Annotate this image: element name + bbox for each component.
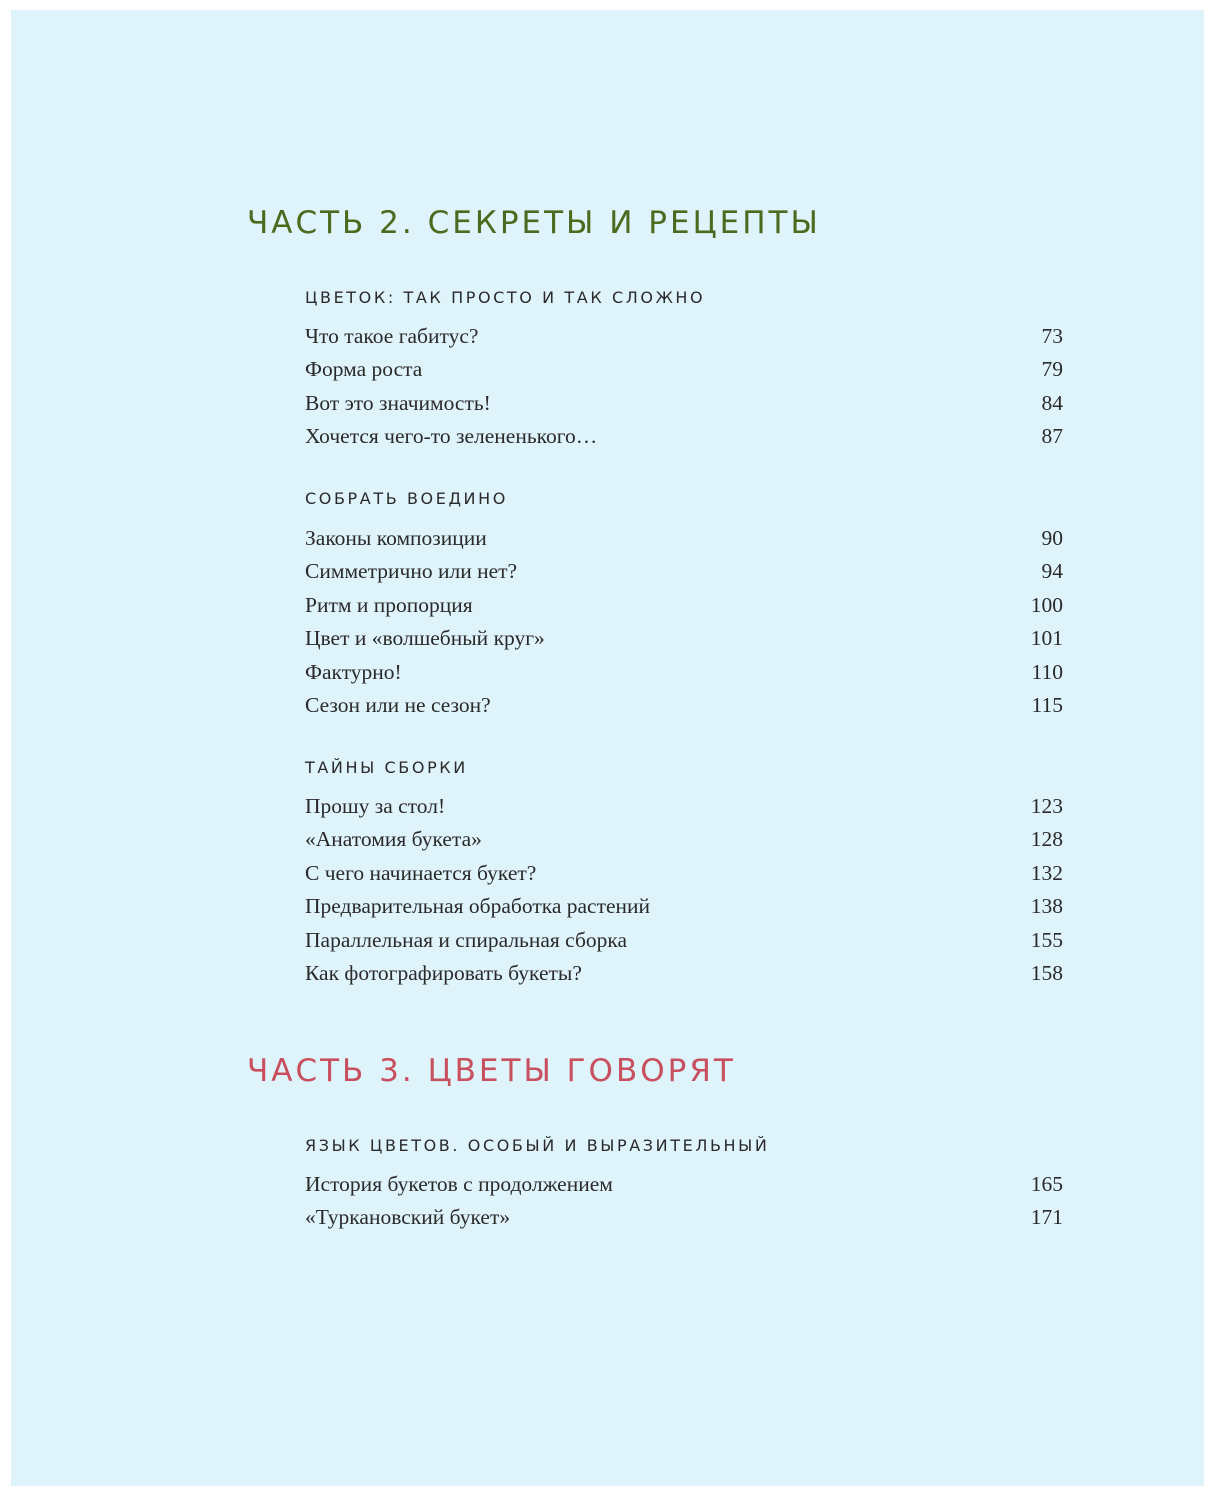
toc-entry[interactable] [305, 890, 1063, 923]
toc-entry-title: Симметрично или нет? [305, 559, 518, 584]
toc-entry-title: Цвет и «волшебный круг» [305, 626, 545, 651]
toc-entry-title: Предварительная обработка растений [305, 894, 651, 919]
section-title-assemble: СОБРАТЬ ВОЕДИНО [305, 489, 508, 508]
toc-entry-title: Законы композиции [305, 526, 487, 550]
section-title-secrets: ТАЙНЫ СБОРКИ [305, 758, 468, 777]
toc-entry-page: 138 [1030, 894, 1063, 919]
toc-entry-page: 128 [1030, 827, 1063, 852]
part-3-title: ЧАСТЬ 3. ЦВЕТЫ ГОВОРЯТ [247, 1053, 736, 1089]
toc-list-language [305, 1168, 1063, 1235]
toc-entry-page: 94 [1041, 559, 1063, 584]
toc-entry-page: 73 [1041, 324, 1063, 348]
toc-entry-page: 132 [1030, 860, 1063, 885]
toc-entry-title: Что такое габитус? [305, 324, 479, 348]
toc-entry-title: Вот это значимость! [305, 390, 491, 415]
toc-entry[interactable] [305, 1201, 1063, 1234]
toc-entry[interactable] [305, 689, 1063, 722]
toc-entry[interactable] [305, 1168, 1063, 1201]
toc-entry-page: 110 [1031, 659, 1063, 684]
toc-entry-page: 165 [1030, 1172, 1063, 1196]
toc-entry-page: 79 [1041, 357, 1063, 382]
toc-entry-title: С чего начинается букет? [305, 860, 537, 885]
toc-entry[interactable] [305, 589, 1063, 622]
toc-entry-page: 115 [1031, 692, 1063, 717]
toc-entry-page: 101 [1030, 626, 1063, 651]
toc-entry-title: «Туркановский букет» [305, 1205, 511, 1230]
toc-entry[interactable] [305, 656, 1063, 689]
toc-list-assemble [305, 522, 1063, 722]
toc-entry-title: Прошу за стол! [305, 794, 446, 818]
toc-entry-page: 123 [1030, 794, 1063, 818]
toc-entry-page: 158 [1030, 960, 1063, 985]
toc-entry-page: 100 [1030, 592, 1063, 617]
toc-entry[interactable] [305, 924, 1063, 957]
toc-entry-title: Как фотографировать букеты? [305, 960, 582, 985]
toc-page [11, 10, 1204, 1486]
toc-entry-page: 84 [1041, 390, 1063, 415]
section-title-language: ЯЗЫК ЦВЕТОВ. ОСОБЫЙ И ВЫРАЗИТЕЛЬНЫЙ [305, 1136, 770, 1155]
toc-entry[interactable] [305, 957, 1063, 990]
toc-entry-title: Ритм и пропорция [305, 592, 473, 617]
toc-entry-page: 87 [1041, 424, 1063, 449]
toc-entry[interactable] [305, 320, 1063, 353]
part-2-title: ЧАСТЬ 2. СЕКРЕТЫ И РЕЦЕПТЫ [247, 205, 821, 241]
toc-entry-title: Параллельная и спиральная сборка [305, 927, 628, 952]
toc-entry-page: 155 [1030, 927, 1063, 952]
toc-entry[interactable] [305, 420, 1063, 453]
section-title-flower: ЦВЕТОК: ТАК ПРОСТО И ТАК СЛОЖНО [305, 288, 706, 307]
toc-list-secrets [305, 790, 1063, 990]
toc-entry-title: История букетов с продолжением [305, 1172, 613, 1196]
toc-entry[interactable] [305, 522, 1063, 555]
toc-entry-page: 171 [1030, 1205, 1063, 1230]
toc-list-flower [305, 320, 1063, 454]
toc-entry[interactable] [305, 387, 1063, 420]
toc-entry-title: «Анатомия букета» [305, 827, 482, 852]
toc-entry[interactable] [305, 353, 1063, 386]
toc-entry[interactable] [305, 555, 1063, 588]
toc-entry-title: Хочется чего-то зелененького… [305, 424, 598, 449]
toc-entry-page: 90 [1041, 526, 1063, 550]
toc-entry[interactable] [305, 622, 1063, 655]
toc-entry[interactable] [305, 823, 1063, 856]
toc-entry[interactable] [305, 790, 1063, 823]
toc-entry-title: Фактурно! [305, 659, 402, 684]
toc-entry-title: Сезон или не сезон? [305, 692, 491, 717]
toc-entry-title: Форма роста [305, 357, 423, 382]
toc-entry[interactable] [305, 857, 1063, 890]
